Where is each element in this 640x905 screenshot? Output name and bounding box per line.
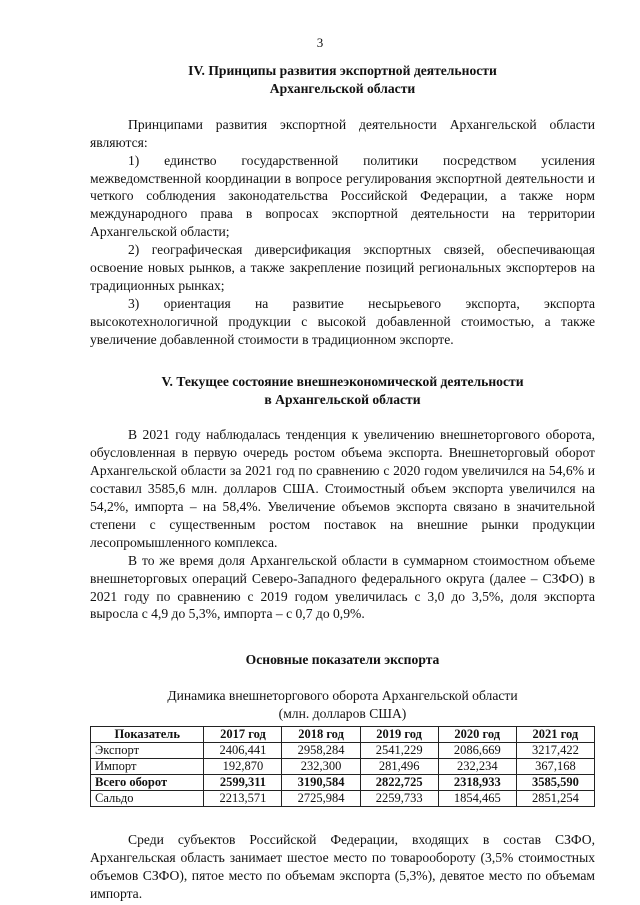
table-cell: 3217,422 (516, 743, 594, 759)
section-4-title-line-2: Архангельской области (269, 80, 416, 96)
section-4-principle-2: 2) географическая диверсификация экспортных связей, обеспечивающая освоение новых рынков, а также закрепление позиций региональных экспортеров на традиционных рынках; (90, 242, 595, 293)
table-cell: 2406,441 (204, 743, 282, 759)
table-cell: 2958,284 (282, 743, 360, 759)
table-cell: 367,168 (516, 759, 594, 775)
section-5-paragraph-1: В 2021 году наблюдалась тенденция к увеличению внешнеторгового оборота, обусловленная в первую очередь ростом объема экспорта. Внешнеторговый оборот Архангельской области за 2021 год по сравнению с 2020 годом увеличился на 54,6% и составил 3585,6 млн. долларов США. Стоимостный объем экспорта увеличился на 54,2%, импорта – на 58,4%. Увеличение объемов экспорта связано в значительной степени с существенным ростом поставок на внешние рынки продукции лесопромышленного комплекса. (90, 427, 595, 550)
table-header-cell: 2018 год (282, 727, 360, 743)
table-row-label: Импорт (91, 759, 204, 775)
section-5-paragraph-2: В то же время доля Архангельской области в суммарном стоимостном объеме внешнеторговых операций Северо-Западного федерального округа (далее – СЗФО) в 2021 году по сравнению с 2019 годом увеличилась с 3,0 до 3,5%, доля экспорта выросла с 4,9 до 5,3%, импорта – с 0,7 до 0,9%. (90, 552, 595, 622)
table-cell: 2851,254 (516, 791, 594, 807)
section-4-title-line-1: IV. Принципы развития экспортной деятельности (188, 63, 497, 78)
closing-paragraph: Среди субъектов Российской Федерации, входящих в состав СЗФО, Архангельская область занимает шестое место по товарообороту (3,5% стоимостных объемов СЗФО), пятое место по объемам экспорта (5,3%), девятое место по объемам импорта. (90, 832, 595, 901)
table-header-cell: Показатель (91, 727, 204, 743)
table-caption-line-1: Динамика внешнеторгового оборота Архангельской области (167, 688, 518, 704)
table-cell: 2213,571 (204, 791, 282, 807)
table-header-cell: 2019 год (360, 727, 438, 743)
table-row-total (91, 775, 595, 791)
table-cell: 192,870 (204, 759, 282, 775)
table-row-export (91, 743, 595, 759)
table-cell: 232,300 (282, 759, 360, 775)
table-cell: 1854,465 (438, 791, 516, 807)
foreign-trade-table (90, 726, 595, 807)
table-cell: 2318,933 (438, 775, 516, 791)
section-4-principle-3: 3) ориентация на развитие несырьевого экспорта, экспорта высокотехнологичной продукции с высокой добавленной стоимостью, а также увеличение добавленной стоимости в традиционном экспорте. (90, 295, 595, 347)
table-cell: 2259,733 (360, 791, 438, 807)
table-cell: 2086,669 (438, 743, 516, 759)
table-cell: 3190,584 (282, 775, 360, 791)
table-cell: 281,496 (360, 759, 438, 775)
table-cell: 2822,725 (360, 775, 438, 791)
table-row-label: Сальдо (91, 791, 204, 807)
table-cell: 232,234 (438, 759, 516, 775)
section-5-title-line-2: в Архангельской области (264, 391, 421, 407)
table-header-row (91, 727, 595, 743)
table-header-cell: 2021 год (516, 727, 594, 743)
table-cell: 2541,229 (360, 743, 438, 759)
table-caption-line-2: (млн. долларов США) (278, 706, 407, 722)
page-number: 3 (316, 35, 324, 50)
section-4-principle-1: 1) единство государственной политики посредством усиления межведомственной координации в вопросе регулирования экспортной деятельности и четкого соблюдения законодательства Российской Федерации, а также норм международного права в вопросах экспортной деятельности на территории Архангельской области; (90, 152, 595, 240)
table-cell: 2599,311 (204, 775, 282, 791)
section-5-title-line-1: V. Текущее состояние внешнеэкономической деятельности (161, 373, 524, 389)
table-row-label: Всего оборот (91, 775, 204, 791)
table-header-cell: 2020 год (438, 727, 516, 743)
document-body (90, 62, 595, 903)
export-section-title: Основные показатели экспорта (245, 652, 440, 668)
table-row-balance (91, 791, 595, 807)
section-4-intro-paragraph: Принципами развития экспортной деятельности Архангельской области являются: (90, 116, 595, 150)
table-row-import (91, 759, 595, 775)
table-header-cell: 2017 год (204, 727, 282, 743)
table-cell: 2725,984 (282, 791, 360, 807)
table-cell: 3585,590 (516, 775, 594, 791)
table-row-label: Экспорт (91, 743, 204, 759)
